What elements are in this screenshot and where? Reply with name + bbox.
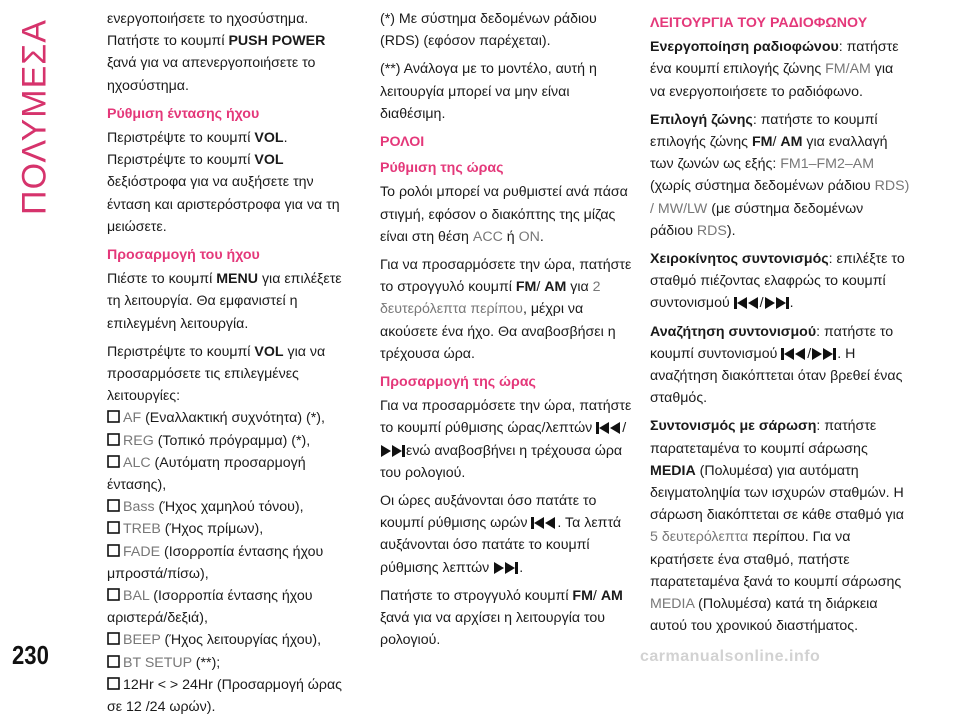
- radio-text-3: Χειροκίνητος συντονισμός: επιλέξτε το σταθμό πιέζοντας ελαφρώς το κουμπί συντονισμού / .: [650, 251, 905, 312]
- list-item: AF (Εναλλακτική συχνότητα) (*),: [107, 407, 357, 429]
- checkbox-icon: [107, 410, 120, 423]
- list-item: REG (Τοπικό πρόγραμμα) (*),: [107, 430, 357, 452]
- checkbox-icon: [107, 521, 120, 534]
- heading-clock: ΡΟΛΟΙ: [380, 134, 425, 151]
- list-item: ALC (Αυτόματη προσαρμογή έντασης),: [107, 454, 306, 494]
- heading-time-adjust: Προσαρμογή της ώρας: [380, 374, 536, 391]
- adjust-text-2: Οι ώρες αυξάνονται όσο πατάτε το κουμπί ρύθμισης ωρών . Τα λεπτά αυξάνονται όσο πατάτε το κουμπί ρύθμισης λεπτών .: [380, 493, 622, 576]
- adjust-text-3: Πατήστε το στρογγυλό κουμπί FM/ AM ξανά για να αρχίσει η λειτουργία του ρολογιού.: [380, 587, 623, 649]
- checkbox-icon: [107, 455, 120, 468]
- list-item: BT SETUP (**);: [107, 652, 357, 674]
- list-item: BAL (Ισορροπία έντασης ήχου αριστερά/δεξιά),: [107, 588, 313, 627]
- sound-text-1: Πιέστε το κουμπί MENU για επιλέξετε τη λειτουργία. Θα εμφανιστεί η επιλεγμένη λειτουργία.: [107, 271, 342, 332]
- rewind-icon: [734, 296, 760, 310]
- heading-volume: Ρύθμιση έντασης ήχου: [107, 105, 260, 122]
- checkbox-icon: [107, 588, 120, 601]
- rewind-icon: [781, 347, 807, 361]
- volume-text: Περιστρέψτε το κουμπί VOL. Περιστρέψτε το κουμπί VOL δεξιόστροφα για να αυξήσετε την ένταση και αριστερόστροφα για να τη μειώσετε.: [107, 130, 340, 235]
- time-text-1: Το ρολόι μπορεί να ρυθμιστεί ανά πάσα στιγμή, εφόσον ο διακόπτης της μίζας είναι στη θέση ACC ή ON.: [380, 184, 628, 245]
- section-tab-label: ΠΟΛΥΜΕΣΑ: [15, 19, 54, 215]
- heading-radio: ΛΕΙΤΟΥΡΓΙΑ ΤΟΥ ΡΑΔΙΟΦΩΝΟΥ: [650, 15, 868, 31]
- list-item: Bass (Ήχος χαμηλού τόνου),: [107, 496, 357, 518]
- fast-forward-icon: [811, 347, 837, 361]
- fast-forward-icon: [493, 561, 519, 575]
- checkbox-icon: [107, 544, 120, 557]
- heading-time-setting: Ρύθμιση της ώρας: [380, 160, 504, 177]
- rewind-icon: [531, 516, 557, 530]
- radio-text-1: Ενεργοποίηση ραδιοφώνου: πατήστε ένα κουμπί επιλογής ζώνης FM/AM για να ενεργοποιήσετε το ραδιόφωνο.: [650, 39, 899, 100]
- section-tab: [10, 19, 60, 215]
- menu-item-list: [107, 407, 357, 718]
- watermark: carmanualsonline.info: [640, 648, 821, 665]
- footnote-2: (**) Ανάλογα με το μοντέλο, αυτή η λειτουργία μπορεί να μην είναι διαθέσιμη.: [380, 61, 597, 122]
- adjust-text-1: Για να προσαρμόσετε την ώρα, πατήστε το κουμπί ρύθμισης ώρας/λεπτών /ενώ αναβοσβήνει η τρέχουσα ώρα του ρολογιού.: [380, 398, 632, 481]
- page-number: 230: [12, 640, 49, 670]
- column-1: [107, 8, 357, 718]
- column-2: [380, 8, 635, 657]
- heading-sound-adjust: Προσαρμογή του ήχου: [107, 247, 260, 264]
- intro-paragraph: ενεργοποιήσετε το ηχοσύστημα. Πατήστε το κουμπί PUSH POWER ξανά για να απενεργοποιήσετε το ηχοσύστημα.: [107, 11, 326, 94]
- checkbox-icon: [107, 433, 120, 446]
- time-text-2: Για να προσαρμόσετε την ώρα, πατήστε το στρογγυλό κουμπί FM/ AM για 2 δευτερόλεπτα περίπου, μέχρι να ακούσετε ένα ήχο. Θα αναβοσβήσει η τρέχουσα ώρα.: [380, 257, 632, 362]
- checkbox-icon: [107, 655, 120, 668]
- list-item: BEEP (Ήχος λειτουργίας ήχου),: [107, 629, 357, 651]
- checkbox-icon: [107, 677, 120, 690]
- list-item: FADE (Ισορροπία έντασης ήχου μπροστά/πίσω),: [107, 543, 324, 582]
- fast-forward-icon: [764, 296, 790, 310]
- footnote-1: (*) Με σύστημα δεδομένων ράδιου (RDS) (εφόσον παρέχεται).: [380, 11, 597, 50]
- list-item: 12Hr < > 24Hr (Προσαρμογή ώρας σε 12 /24 ωρών).: [107, 676, 342, 716]
- rewind-icon: [596, 421, 622, 435]
- list-item: TREB (Ήχος πρίμων),: [107, 518, 357, 540]
- sound-text-2: Περιστρέψτε το κουμπί VOL για να προσαρμόσετε τις επιλεγμένες λειτουργίες:: [107, 343, 326, 405]
- column-3: [650, 8, 910, 643]
- fast-forward-icon: [380, 444, 406, 458]
- radio-text-4: Αναζήτηση συντονισμού: πατήστε το κουμπί συντονισμού / . Η αναζήτηση διακόπτεται όταν βρεθεί ένας σταθμός.: [650, 323, 903, 407]
- radio-text-5: Συντονισμός με σάρωση: πατήστε παρατεταμένα το κουμπί σάρωσης MEDIA (Πολυμέσα) για αυτόματη δειγματοληψία των ισχυρών σταθμών. Η σάρωση διακόπτεται σε κάθε σταθμό για 5 δευτερόλεπτα περίπου. Για να κρατήσετε ένα σταθμό, πατήστε παρατεταμένα ξανά το κουμπί σάρωσης MEDIA (Πολυμέσα) κατά τη διάρκεια αυτού του χρονικού διαστήματος.: [650, 418, 904, 635]
- checkbox-icon: [107, 499, 120, 512]
- checkbox-icon: [107, 632, 120, 645]
- radio-text-2: Επιλογή ζώνης: πατήστε το κουμπί επιλογής ζώνης FM/ AM για εναλλαγή των ζωνών ως εξής: FM1–FM2–AM (χωρίς σύστημα δεδομένων ράδιου RDS) / MW/LW (με σύστημα δεδομένων ράδιου RDS).: [650, 111, 910, 239]
